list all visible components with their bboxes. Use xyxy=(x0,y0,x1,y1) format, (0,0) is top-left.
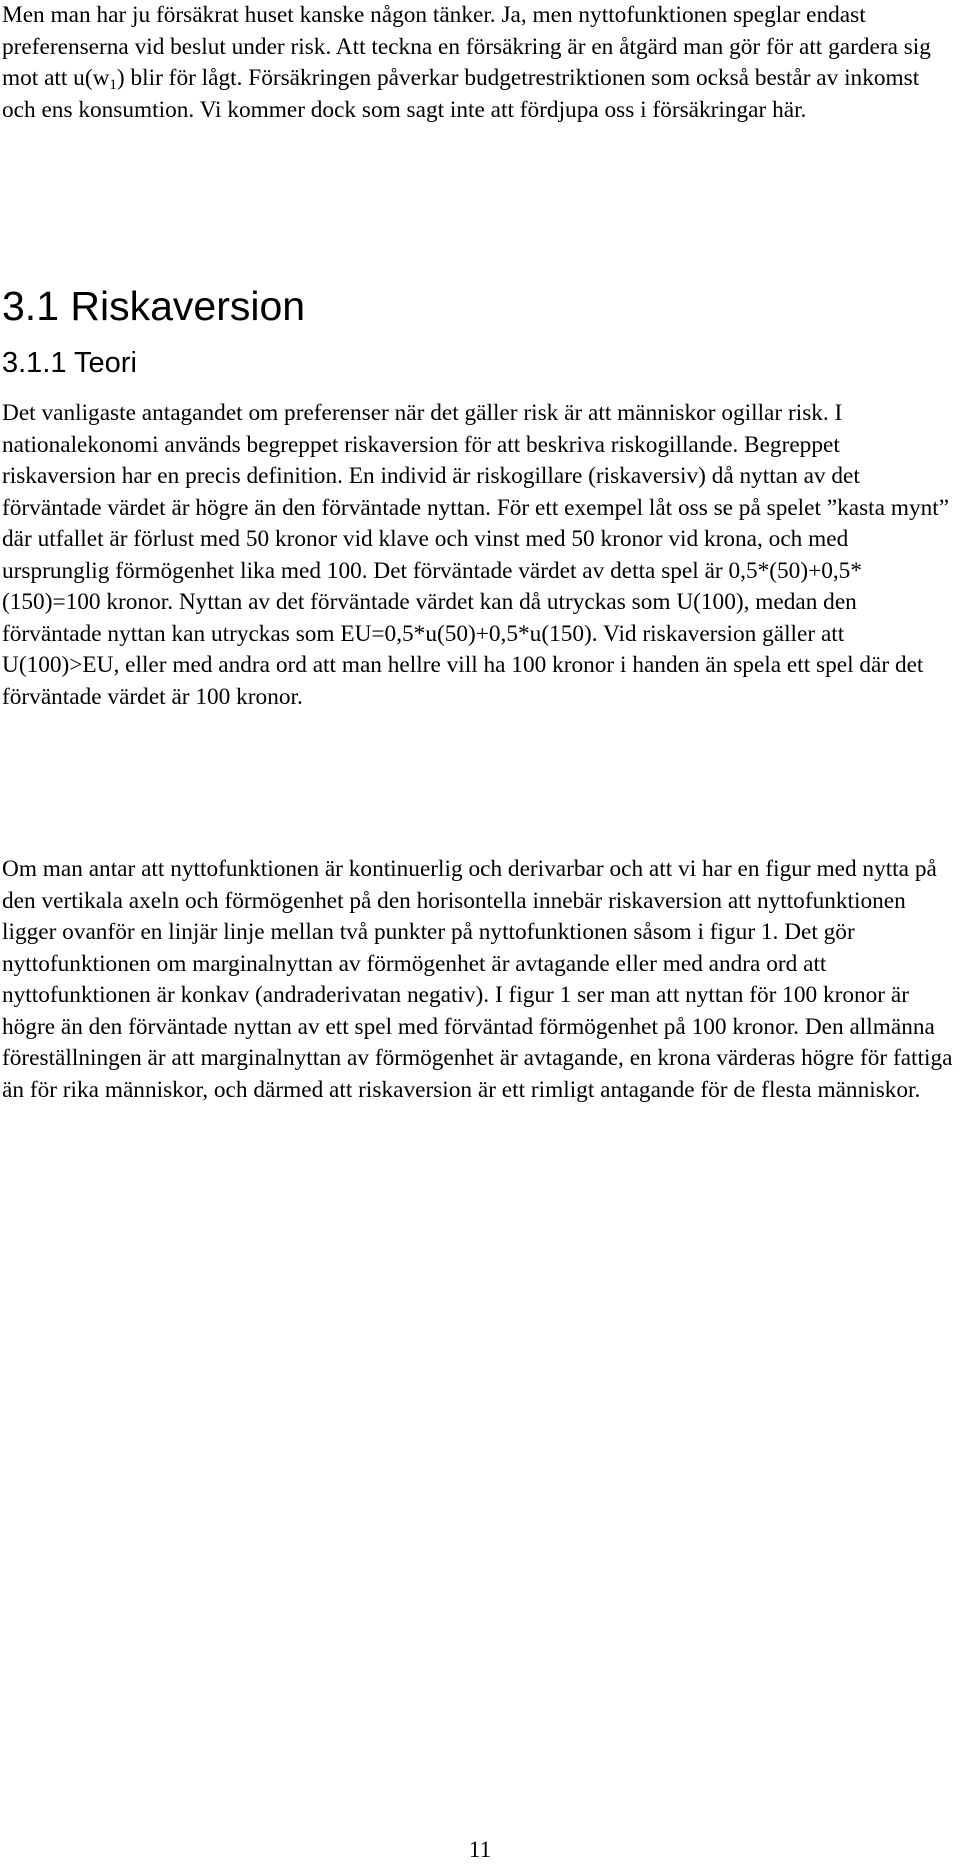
page-number: 11 xyxy=(468,1837,492,1862)
theory-paragraph: Det vanligaste antagandet om preferenser när det gäller risk är att människor ogillar risk. I nationalekonomi används begreppet riskaversion för att beskriva riskogillande. Begreppet riskaversion har en precis definition. En individ är riskogillare (riskaversiv) då nyttan av det förväntade värdet är högre än den förväntade nyttan. För ett exempel låt oss se på spelet ”kasta mynt” där utfallet är förlust med 50 kronor vid klave och vinst med 50 kronor vid krona, och med ursprunglig förmögenhet lika med 100. Det förväntade värdet av detta spel är 0,5*(50)+0,5*(150)=100 kronor. Nyttan av det förväntade värdet kan då utryckas som U(100), medan den förväntade nyttan kan utryckas som EU=0,5*u(50)+0,5*u(150). Vid riskaversion gäller att U(100)>EU, eller med andra ord att man hellre vill ha 100 kronor i handen än spela ett spel där det förväntade värdet är 100 kronor. xyxy=(2,400,950,710)
intro-text-before-subscript: Men man har ju försäkrat huset kanske någon tänker. Ja, men nyttofunktionen speglar endast preferenserna vid beslut under risk. Att teckna en försäkring är en åtgärd man gör för att gardera sig mot att u(w xyxy=(2,2,931,91)
intro-paragraph xyxy=(2,0,957,126)
concavity-paragraph: Om man antar att nyttofunktionen är kontinuerlig och derivarbar och att vi har en figur med nytta på den vertikala axeln och förmögenhet på den horisontella innebär riskaversion att nyttofunktionen ligger ovanför en linjär linje mellan två punkter på nyttofunktionen såsom i figur 1. Det gör nyttofunktionen om marginalnyttan av förmögenhet är avtagande eller med andra ord att nyttofunktionen är konkav (andraderivatan negativ). I figur 1 ser man att nyttan för 100 kronor är högre än den förväntade nyttan av ett spel med förväntad förmögenhet på 100 kronor. Den allmänna föreställningen är att marginalnyttan av förmögenhet är avtagande, en krona värderas högre för fattiga än för rika människor, och därmed att riskaversion är ett rimligt antagande för de flesta människor. xyxy=(2,856,953,1103)
subsection-heading: 3.1.1 Teori xyxy=(2,347,137,379)
subscript-index: 1 xyxy=(109,77,117,93)
intro-text-after-subscript: ) blir för lågt. Försäkringen påverkar budgetrestriktionen som också består av inkomst och ens konsumtion. Vi kommer dock som sagt inte att fördjupa oss i försäkringar här. xyxy=(2,65,920,123)
section-heading: 3.1 Riskaversion xyxy=(2,283,306,329)
